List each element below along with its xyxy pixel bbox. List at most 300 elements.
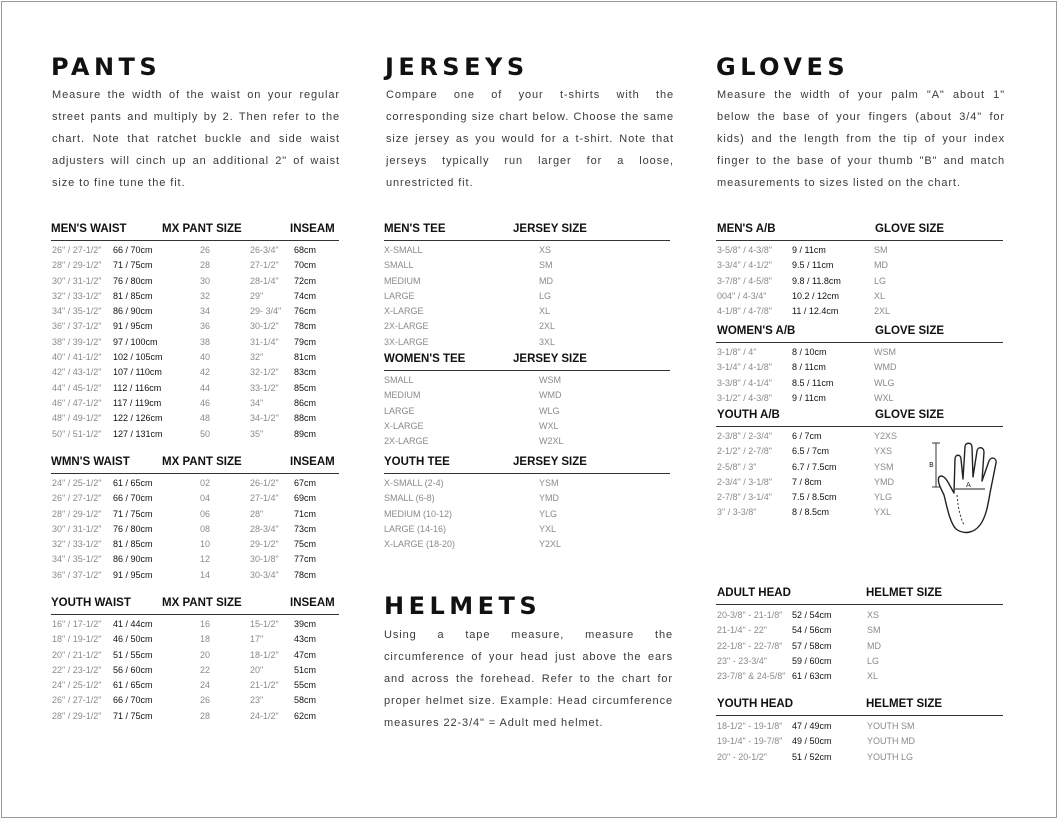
table-row: [384, 419, 670, 434]
table-cell: 61 / 65cm: [113, 680, 153, 691]
table-cell: 28-3/4": [250, 523, 279, 534]
table-cell: 26-1/2": [250, 478, 279, 488]
table-cell: 2X-LARGE: [384, 436, 429, 447]
table-cell: 30-1/2": [250, 321, 279, 332]
table-body: [51, 241, 339, 442]
gloves-title: GLOVES: [716, 53, 850, 81]
table-cell: 30" / 31-1/2": [52, 523, 102, 534]
table-cell: 71 / 75cm: [113, 260, 153, 271]
table-cell: 83cm: [294, 367, 317, 378]
table-cell: 33-1/2": [250, 382, 279, 393]
table-row: [716, 258, 1003, 273]
hand-measure-icon: [928, 437, 1014, 543]
pants-title: PANTS: [51, 53, 162, 81]
table-cell: WSM: [874, 347, 896, 357]
table-row: [51, 617, 339, 632]
table-row: [51, 709, 339, 724]
table-header: [51, 223, 339, 241]
table-cell: 3-1/4" / 4-1/8": [717, 362, 772, 373]
table-cell: 29- 3/4": [250, 306, 282, 317]
table-cell: 71cm: [294, 508, 317, 519]
table-cell: LG: [867, 655, 880, 666]
table-row: [384, 491, 670, 506]
table-cell: WSM: [539, 375, 561, 385]
table-cell: 76cm: [294, 306, 317, 317]
table-row: [51, 522, 339, 537]
table-body: [716, 343, 1003, 406]
table-cell: 24" / 25-1/2": [52, 478, 102, 488]
table-cell: X-LARGE (18-20): [384, 539, 456, 550]
table-cell: 75cm: [294, 539, 317, 550]
table-cell: 72cm: [294, 275, 317, 286]
table-cell: 32" / 33-1/2": [52, 539, 102, 550]
table-cell: 8 / 8.5cm: [792, 507, 830, 518]
table-row: [51, 476, 339, 491]
table-cell: X-LARGE: [384, 420, 424, 431]
table-cell: 8 / 11cm: [792, 362, 826, 373]
header-waist: YOUTH WAIST: [51, 597, 131, 609]
table-cell: 50: [200, 428, 211, 439]
table-cell: WLG: [874, 377, 895, 388]
adult-helmet-table: [716, 587, 1003, 684]
table-cell: 36" / 37-1/2": [52, 569, 102, 580]
table-cell: LG: [874, 275, 887, 286]
table-row: [384, 289, 670, 304]
table-cell: 59 / 60cm: [792, 655, 832, 666]
header-ab: WOMEN'S A/B: [717, 325, 796, 337]
table-cell: X-SMALL (2-4): [384, 478, 444, 488]
mens-glove-table: [716, 223, 1003, 319]
header-waist: WMN'S WAIST: [51, 456, 130, 468]
table-cell: 66 / 70cm: [113, 493, 153, 504]
table-cell: YXL: [539, 523, 557, 534]
table-header: [716, 325, 1003, 343]
table-cell: 9.8 / 11.8cm: [792, 275, 841, 286]
table-cell: 10.2 / 12cm: [792, 290, 840, 301]
table-cell: 6 / 7cm: [792, 431, 822, 441]
table-cell: 32": [250, 352, 264, 363]
table-cell: YLG: [539, 508, 558, 519]
table-cell: 47cm: [294, 649, 317, 660]
table-cell: 26" / 27-1/2": [52, 493, 102, 504]
table-cell: 44: [200, 382, 211, 393]
table-cell: 3X-LARGE: [384, 336, 429, 347]
table-cell: 47 / 49cm: [792, 721, 832, 731]
table-cell: 97 / 100cm: [113, 336, 158, 347]
table-cell: 27-1/4": [250, 493, 279, 504]
header-inseam: INSEAM: [290, 456, 335, 468]
table-cell: YMD: [539, 493, 559, 504]
table-header: [716, 409, 1003, 427]
jerseys-intro: Compare one of your t-shirts with the corresponding size chart below. Choose the same size jersey as you would for a t-shirt. Note that jerseys typically run larger for a loose, unrestricted fit.: [386, 89, 674, 189]
youth-helmet-table: [716, 698, 1003, 765]
table-cell: 66 / 70cm: [113, 245, 153, 255]
table-cell: 56 / 60cm: [113, 664, 153, 675]
table-cell: 30-3/4": [250, 569, 279, 580]
table-cell: 68cm: [294, 245, 317, 255]
table-cell: 67cm: [294, 478, 317, 488]
table-cell: 91 / 95cm: [113, 569, 153, 580]
table-cell: 51 / 55cm: [113, 649, 153, 660]
table-cell: 26" / 27-1/2": [52, 695, 102, 706]
table-cell: 81cm: [294, 352, 317, 363]
table-cell: X-SMALL: [384, 245, 423, 255]
table-cell: 73cm: [294, 523, 317, 534]
table-cell: 3-7/8" / 4-5/8": [717, 275, 772, 286]
table-cell: Y2XL: [539, 539, 562, 550]
table-cell: 29": [250, 290, 264, 301]
table-cell: 2-5/8" / 3": [717, 461, 757, 472]
table-cell: 8 / 10cm: [792, 347, 827, 357]
table-cell: 2-1/2" / 2-7/8": [717, 446, 772, 457]
table-cell: 14: [200, 569, 211, 580]
table-cell: 51cm: [294, 664, 317, 675]
table-cell: XL: [874, 290, 886, 301]
table-cell: 89cm: [294, 428, 317, 439]
table-row: [716, 376, 1003, 391]
table-cell: 26" / 27-1/2": [52, 245, 102, 255]
header-mx-pant-size: MX PANT SIZE: [162, 597, 242, 609]
table-cell: 28" / 29-1/2": [52, 260, 102, 271]
table-row: [51, 381, 339, 396]
table-cell: 7 / 8cm: [792, 476, 822, 487]
table-cell: 23": [250, 695, 264, 706]
table-cell: 15-1/2": [250, 619, 279, 629]
table-cell: WLG: [539, 405, 560, 416]
table-cell: 57 / 58cm: [792, 640, 832, 651]
header-jersey-size: JERSEY SIZE: [513, 456, 587, 468]
table-cell: 3-1/8" / 4": [717, 347, 757, 357]
table-cell: 35": [250, 428, 264, 439]
table-cell: 42" / 43-1/2": [52, 367, 102, 378]
table-row: [51, 678, 339, 693]
table-row: [716, 719, 1003, 734]
youth-tee-table: [384, 456, 670, 552]
table-row: [51, 304, 339, 319]
table-cell: 102 / 105cm: [113, 352, 163, 363]
table-cell: 18-1/2" - 19-1/8": [717, 721, 783, 731]
table-cell: 18-1/2": [250, 649, 279, 660]
table-row: [51, 537, 339, 552]
table-cell: YSM: [539, 478, 559, 488]
table-cell: 38: [200, 336, 211, 347]
header-waist: MEN'S WAIST: [51, 223, 127, 235]
table-row: [51, 648, 339, 663]
table-row: [51, 350, 339, 365]
table-row: [716, 654, 1003, 669]
table-cell: 127 / 131cm: [113, 428, 163, 439]
pants-intro: Measure the width of the waist on your regular street pants and multiply by 2. Then refer to the chart. Note that ratchet buckle and side waist adjusters will cinch up an additional 2" of waist size to fine tune the fit.: [52, 89, 340, 189]
header-helmet-size: HELMET SIZE: [866, 587, 943, 599]
table-cell: 3-3/8" / 4-1/4": [717, 377, 772, 388]
table-cell: X-LARGE: [384, 306, 424, 317]
table-cell: 20-3/8" - 21-1/8": [717, 610, 783, 620]
table-cell: 23" - 23-3/4": [717, 655, 767, 666]
table-cell: 34" / 35-1/2": [52, 306, 102, 317]
table-body: [51, 615, 339, 724]
table-row: [51, 274, 339, 289]
table-header: [716, 698, 1003, 716]
table-cell: 28-1/4": [250, 275, 279, 286]
table-cell: YLG: [874, 492, 893, 503]
header-inseam: INSEAM: [290, 597, 335, 609]
header-glove-size: GLOVE SIZE: [875, 223, 945, 235]
table-header: [716, 223, 1003, 241]
table-cell: YSM: [874, 461, 894, 472]
mens-pants-table: [51, 223, 339, 442]
table-cell: 86cm: [294, 397, 317, 408]
table-cell: 34": [250, 397, 264, 408]
table-row: [716, 623, 1003, 638]
table-cell: 79cm: [294, 336, 317, 347]
table-row: [51, 411, 339, 426]
table-row: [51, 632, 339, 647]
table-cell: 11 / 12.4cm: [792, 306, 839, 317]
table-row: [51, 693, 339, 708]
header-mx-pant-size: MX PANT SIZE: [162, 223, 242, 235]
table-body: [716, 605, 1003, 684]
table-cell: 3-5/8" / 4-3/8": [717, 245, 772, 255]
table-cell: SM: [539, 260, 553, 271]
table-cell: 71 / 75cm: [113, 508, 153, 519]
table-cell: 16" / 17-1/2": [52, 619, 102, 629]
table-cell: 85cm: [294, 382, 317, 393]
table-row: [716, 304, 1003, 319]
header-mx-pant-size: MX PANT SIZE: [162, 456, 242, 468]
header-glove-size: GLOVE SIZE: [875, 325, 945, 337]
table-cell: 8.5 / 11cm: [792, 377, 834, 388]
table-cell: MD: [874, 260, 888, 271]
header-tee: MEN'S TEE: [384, 223, 446, 235]
header-jersey-size: JERSEY SIZE: [513, 223, 587, 235]
table-cell: 17": [250, 634, 264, 645]
header-ab: MEN'S A/B: [717, 223, 776, 235]
mens-tee-table: [384, 223, 670, 350]
table-cell: 42: [200, 367, 211, 378]
table-cell: 29-1/2": [250, 539, 279, 550]
womens-tee-table: [384, 353, 670, 449]
table-cell: 34" / 35-1/2": [52, 554, 102, 565]
table-row: [384, 274, 670, 289]
table-cell: 48: [200, 413, 211, 424]
table-row: [716, 345, 1003, 360]
table-cell: 2-7/8" / 3-1/4": [717, 492, 772, 503]
table-cell: 28: [200, 710, 211, 721]
table-cell: SM: [867, 625, 881, 636]
table-cell: 2-3/4" / 3-1/8": [717, 476, 772, 487]
table-cell: 3" / 3-3/8": [717, 507, 757, 518]
table-cell: 3-3/4" / 4-1/2": [717, 260, 772, 271]
header-jersey-size: JERSEY SIZE: [513, 353, 587, 365]
table-row: [716, 750, 1003, 765]
table-cell: 2X-LARGE: [384, 321, 429, 332]
table-cell: 9 / 11cm: [792, 392, 826, 403]
table-cell: 122 / 126cm: [113, 413, 163, 424]
table-header: [384, 223, 670, 241]
table-cell: 117 / 119cm: [113, 397, 162, 408]
table-cell: 28" / 29-1/2": [52, 508, 102, 519]
table-cell: MEDIUM: [384, 275, 421, 286]
table-row: [716, 289, 1003, 304]
table-cell: 20: [200, 649, 211, 660]
table-cell: 22-1/8" - 22-7/8": [717, 640, 783, 651]
table-row: [716, 391, 1003, 406]
gloves-intro: Measure the width of your palm "A" about 1" below the base of your fingers (about 3/4" for kids) and the length from the tip of your index finger to the base of your thumb "B" and match measurements to sizes listed on the chart.: [717, 89, 1005, 189]
table-cell: 81 / 85cm: [113, 539, 153, 550]
table-cell: 20": [250, 664, 264, 675]
table-row: [716, 669, 1003, 684]
table-cell: 02: [200, 478, 211, 488]
table-row: [51, 365, 339, 380]
table-cell: XL: [539, 306, 551, 317]
table-cell: WXL: [539, 420, 559, 431]
helmets-title: HELMETS: [384, 592, 542, 620]
table-cell: 71 / 75cm: [113, 710, 153, 721]
table-cell: 86 / 90cm: [113, 306, 153, 317]
table-cell: 9 / 11cm: [792, 245, 826, 255]
womens-pants-table: [51, 456, 339, 583]
table-cell: 74cm: [294, 290, 317, 301]
table-cell: SMALL: [384, 260, 414, 271]
table-cell: 08: [200, 523, 211, 534]
table-cell: 112 / 116cm: [113, 382, 162, 393]
table-cell: 3XL: [539, 336, 556, 347]
table-cell: 40" / 41-1/2": [52, 352, 102, 363]
table-row: [51, 243, 339, 258]
table-cell: 28: [200, 260, 211, 271]
table-cell: WXL: [874, 392, 894, 403]
table-cell: 38" / 39-1/2": [52, 336, 102, 347]
table-cell: 31-1/4": [250, 336, 279, 347]
table-cell: 77cm: [294, 554, 317, 565]
table-cell: 50" / 51-1/2": [52, 428, 102, 439]
table-cell: 40: [200, 352, 211, 363]
table-cell: LARGE: [384, 290, 415, 301]
hand-label-b: B: [929, 461, 934, 469]
table-cell: 30-1/8": [250, 554, 279, 565]
table-cell: MD: [539, 275, 553, 286]
table-cell: 88cm: [294, 413, 317, 424]
table-cell: YOUTH MD: [867, 736, 915, 747]
table-row: [51, 335, 339, 350]
table-row: [51, 491, 339, 506]
table-cell: 91 / 95cm: [113, 321, 153, 332]
table-cell: 51 / 52cm: [792, 751, 832, 762]
table-cell: 44" / 45-1/2": [52, 382, 102, 393]
table-row: [51, 663, 339, 678]
table-cell: 48" / 49-1/2": [52, 413, 102, 424]
table-cell: YMD: [874, 476, 894, 487]
table-cell: YOUTH LG: [867, 751, 914, 762]
table-cell: 46" / 47-1/2": [52, 397, 102, 408]
table-body: [384, 371, 670, 449]
helmets-intro: Using a tape measure, measure the circumference of your head just above the ears and across the forehead. Refer to the chart for proper helmet size. Example: Head circumference measures 22-3/4" = Adult med helmet.: [384, 629, 673, 729]
table-row: [384, 304, 670, 319]
table-cell: LG: [539, 290, 552, 301]
table-cell: 23-7/8" & 24-5/8": [717, 671, 786, 682]
table-body: [716, 716, 1003, 765]
table-cell: 6.7 / 7.5cm: [792, 461, 837, 472]
header-ab: YOUTH A/B: [717, 409, 780, 421]
table-cell: 20" - 20-1/2": [717, 751, 767, 762]
table-cell: 30: [200, 275, 211, 286]
table-body: [384, 474, 670, 552]
table-row: [51, 319, 339, 334]
table-cell: 58cm: [294, 695, 317, 706]
table-cell: 36" / 37-1/2": [52, 321, 102, 332]
table-cell: 46 / 50cm: [113, 634, 153, 645]
table-cell: 04: [200, 493, 211, 504]
table-cell: 24" / 25-1/2": [52, 680, 102, 691]
table-body: [384, 241, 670, 350]
table-cell: 34-1/2": [250, 413, 279, 424]
table-cell: 4-1/8" / 4-7/8": [717, 306, 772, 317]
header-tee: WOMEN'S TEE: [384, 353, 466, 365]
table-cell: XL: [867, 671, 879, 682]
table-cell: SMALL: [384, 375, 414, 385]
table-cell: 54 / 56cm: [792, 625, 832, 636]
table-row: [51, 552, 339, 567]
table-cell: 004" / 4-3/4": [717, 290, 767, 301]
table-cell: 22" / 23-1/2": [52, 664, 102, 675]
table-row: [384, 258, 670, 273]
table-header: [51, 456, 339, 474]
table-cell: LARGE (14-16): [384, 523, 447, 534]
table-row: [51, 289, 339, 304]
table-cell: 76 / 80cm: [113, 523, 153, 534]
table-cell: 70cm: [294, 260, 317, 271]
table-cell: 18: [200, 634, 211, 645]
table-body: [51, 474, 339, 583]
table-row: [716, 639, 1003, 654]
table-cell: 78cm: [294, 321, 317, 332]
table-row: [384, 476, 670, 491]
table-cell: 19-1/4" - 19-7/8": [717, 736, 783, 747]
table-row: [51, 427, 339, 442]
table-header: [51, 597, 339, 615]
table-cell: YXL: [874, 507, 892, 518]
table-cell: 2XL: [874, 306, 891, 317]
table-cell: MEDIUM (10-12): [384, 508, 453, 519]
table-row: [384, 335, 670, 350]
table-cell: YOUTH SM: [867, 721, 915, 731]
table-cell: SM: [874, 245, 888, 255]
hand-label-a: A: [966, 481, 971, 489]
table-cell: WMD: [539, 390, 562, 401]
header-tee: YOUTH TEE: [384, 456, 450, 468]
table-cell: 61 / 63cm: [792, 671, 832, 682]
table-cell: Y2XS: [874, 431, 898, 441]
table-row: [384, 537, 670, 552]
header-glove-size: GLOVE SIZE: [875, 409, 945, 421]
table-row: [51, 396, 339, 411]
table-cell: XS: [539, 245, 552, 255]
table-cell: 62cm: [294, 710, 317, 721]
table-cell: 41 / 44cm: [113, 619, 153, 629]
table-cell: 24-1/2": [250, 710, 279, 721]
table-cell: 49 / 50cm: [792, 736, 832, 747]
table-row: [384, 243, 670, 258]
table-cell: 28": [250, 508, 264, 519]
jerseys-title: JERSEYS: [385, 53, 529, 81]
table-cell: 52 / 54cm: [792, 610, 832, 620]
table-cell: 22: [200, 664, 211, 675]
header-inseam: INSEAM: [290, 223, 335, 235]
table-row: [716, 734, 1003, 749]
table-cell: 32: [200, 290, 211, 301]
table-cell: 55cm: [294, 680, 317, 691]
table-row: [384, 507, 670, 522]
